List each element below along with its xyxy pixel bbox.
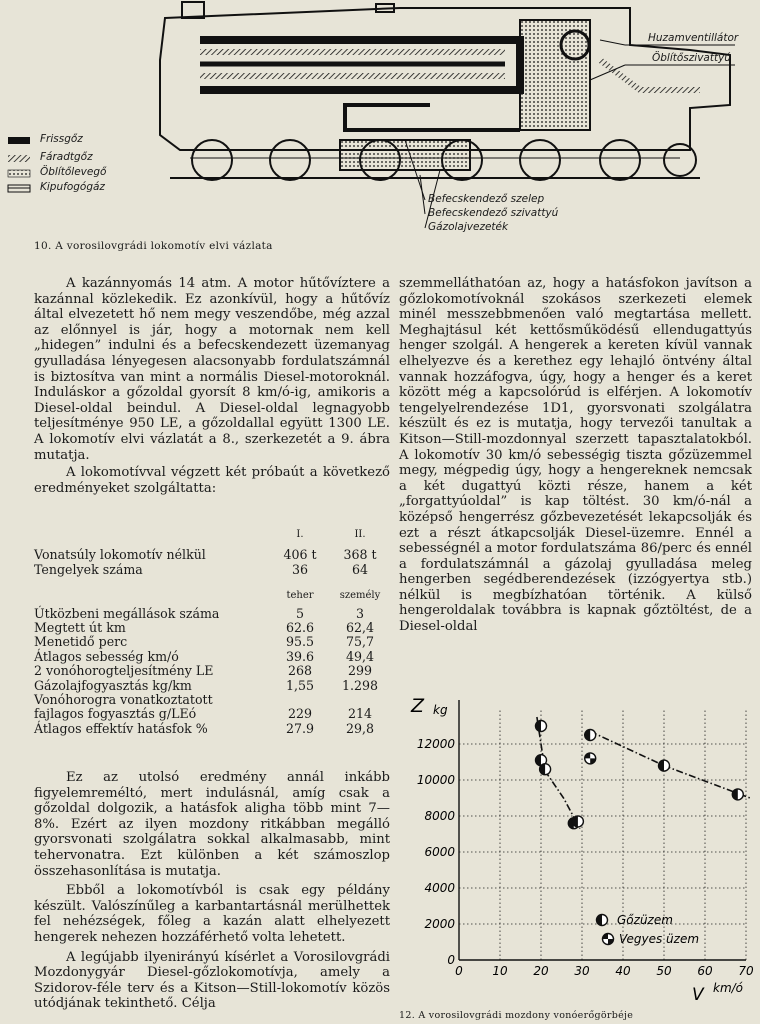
table-row: Átlagos effektív hatásfok % 27.9 29,8 bbox=[34, 720, 375, 736]
legend-label-gozuzem: Gőzüzem bbox=[617, 913, 673, 927]
subheader-szemely: személy bbox=[339, 590, 381, 602]
paragraph-5: A legújabb ilyenirányú kísérlet a Vorosilovgrádi Mozdonygyár Diesel-gőzlokomotívja, amely a Szidorov-féle terv és a Kitson—Still-lokomotív közös utódjának tekinthető. Célja bbox=[34, 949, 390, 1012]
col-header-1: I. bbox=[296, 529, 304, 540]
y-tick-label: 12000 bbox=[416, 737, 455, 751]
data-point-gozuzem bbox=[572, 816, 583, 827]
label-befecskendezo-szivattyu: Befecskendező szivattyú bbox=[428, 207, 559, 219]
x-tick-label: 0 bbox=[455, 964, 463, 978]
table-row: Gázolajfogyasztás kg/km 1,55 1.298 bbox=[34, 677, 379, 693]
table-row: Vonatsúly lokomotív nélkül 406 t 368 t bbox=[34, 547, 377, 563]
data-point-vegyes-uzem bbox=[585, 753, 596, 764]
left-column bbox=[34, 276, 390, 496]
table-row: Megtett út km 62.6 62,4 bbox=[34, 620, 375, 636]
x-tick-label: 70 bbox=[738, 964, 754, 978]
x-tick-label: 30 bbox=[574, 964, 590, 978]
x-tick-label: 10 bbox=[492, 964, 508, 978]
legend-marker-vegyes-uzem bbox=[603, 934, 614, 945]
y-tick-label: 4000 bbox=[424, 881, 455, 895]
x-tick-label: 50 bbox=[656, 964, 672, 978]
y-axis-label-z: Z bbox=[411, 695, 425, 717]
legend-label-kipufogogaz: Kipufogógáz bbox=[40, 181, 105, 193]
table-row: 2 vonóhorogteljesítmény LE 268 299 bbox=[34, 663, 373, 679]
legend-label-frissgoz: Frissgőz bbox=[40, 133, 83, 145]
table-row: Tengelyek száma 36 64 bbox=[34, 561, 369, 577]
data-point-gozuzem bbox=[659, 760, 670, 771]
table-row: Útközbeni megállások száma 5 3 bbox=[34, 605, 364, 621]
label-befecskendezo-szelep: Befecskendező szelep bbox=[428, 193, 545, 205]
x-tick-label: 40 bbox=[615, 964, 631, 978]
y-tick-label: 6000 bbox=[424, 845, 455, 859]
paragraph-3: Ez az utolsó eredmény annál inkább figyelemreméltó, mert indulásnál, amíg csak a gőzoldal dolgozik, a hatásfok aligha több mint 7—8%. Ezért az ilyen mozdony ritkábban megálló gyorsvonati szolgálatra sokkal alkalmasabb, mint tehervonatra. Ezt különben a két számoszlop összehasonlítása is mutatja. bbox=[34, 770, 390, 879]
legend-label-faradtgoz: Fáradtgőz bbox=[40, 151, 93, 163]
curve-line bbox=[590, 731, 750, 798]
y-tick-label: 2000 bbox=[424, 917, 455, 931]
table-row: Átlagos sebesség km/ó 39.6 49,4 bbox=[34, 648, 375, 664]
chart-ticks bbox=[417, 737, 754, 978]
paragraph-4: Ebből a lokomotívból is csak egy példány készült. Valószínűleg a karbantartásnál merülhettek fel nehézségek, főleg a kazán alatt elhelyezett hengerek nehezen hozzáférhető volta lehetett. bbox=[34, 883, 390, 945]
label-oblitoszivattyu: Öblítőszivattyú bbox=[652, 52, 731, 64]
legend-marker-gozuzem bbox=[597, 915, 608, 926]
y-tick-label: 0 bbox=[447, 953, 455, 967]
x-axis-label-unit: km/ó bbox=[713, 981, 744, 995]
chart-lines bbox=[537, 717, 750, 829]
col-header-2: II. bbox=[354, 529, 366, 540]
y-axis-label-kg: kg bbox=[433, 703, 448, 717]
figure-10-caption: 10. A vorosilovgrádi lokomotív elvi vázlata bbox=[34, 240, 273, 252]
legend-label-vegyes-uzem: Vegyes üzem bbox=[619, 932, 700, 946]
paragraph-1: A kazánnyomás 14 atm. A motor hűtővíztere a kazánnal közlekedik. Ez azonkívül, hogy a hűtővíz által elvezetett hő nem megy veszendőbe, még azzal az előnnyel is jár, hogy a motornak nem kell „hidegen” indulni és a befecskendezett üzemanyag gyulladása lényegesen alacsonyabb fordulatszámnál is biztosítva van mint a normális Diesel-motoroknál. Induláskor a gőzoldal gyorsít 8 km/ó-ig, amikoris a Diesel-oldal beindul. A Diesel-oldal legnagyobb teljesítménye 950 LE, a gőzoldallal együtt 1300 LE. A lokomotív elvi vázlatát a 8., szerkezetét a 9. ábra mutatja. bbox=[34, 276, 390, 463]
x-axis-label-v: V bbox=[692, 985, 704, 1005]
results-table bbox=[34, 528, 390, 736]
data-point-gozuzem bbox=[585, 730, 596, 741]
paragraph-right-1: szemmelláthatóan az, hogy a hatásfokon javítson a gőzlokomotívoknál szokásos szerkezeti elemek minél messzebbmenően való megtartása mellett. Meghajtásul két kettősműködésű ellendugattyús henger szolgál. A hengerek a kereten kívül vannak elhelyezve és a kerethez egy lehajló öntvény által vannak hozzáfogva, úgy, hogy a henger és a keret között még a kapcsolórúd is elférjen. A lokomotív tengelyelrendezése 1D1, gyorsvonati szolgálatra készült és ez is mutatja, hogy tervezői tanultak a Kitson—Still-mozdonnyal szerzett tapasztalatokból. A lokomotív 30 km/ó sebességig tiszta gőzüzemmel megy, mégpedig úgy, hogy a hengereknek nemcsak a két dugattyú közti része, hanem a két „forgattyúoldal” is kap töltést. 30 km/ó-nál a középső hengerrész gőzbevezetését lekapcsolják és ezt a részt átkapcsolják Diesel-üzemre. Ennél a sebességnél a motor fordulatszáma 86/perc és ennél a fordulatszámnál a gázolaj gyulladása meleg hengerben segédberendezések (izzógyertya stb.) nélkül is megbízhatóan történik. A külső hengeroldalak továbbra is kapnak gőztöltést, de a Diesel-oldal bbox=[399, 276, 752, 635]
locomotive-schematic bbox=[0, 0, 760, 235]
label-huzamventillator: Huzamventillátor bbox=[648, 32, 739, 44]
figure-12-caption: 12. A vorosilovgrádi mozdony vonóerőgörbéje bbox=[399, 1010, 634, 1021]
y-tick-label: 8000 bbox=[424, 809, 455, 823]
table-row: Menetidő perc 95.5 75,7 bbox=[34, 634, 375, 650]
label-gazolajvezetek: Gázolajvezeték bbox=[428, 221, 509, 233]
left-column-lower bbox=[34, 770, 390, 1012]
data-point-gozuzem bbox=[540, 764, 551, 775]
table-row: Vonóhorogra vonatkoztatott fajlagos fogyasztás g/LEó 229 214 bbox=[34, 692, 373, 722]
right-column bbox=[399, 276, 752, 635]
data-point-gozuzem bbox=[536, 721, 547, 732]
x-tick-label: 20 bbox=[533, 964, 549, 978]
legend-label-oblitolevego: Öblítőlevegő bbox=[40, 166, 107, 178]
y-tick-label: 10000 bbox=[416, 773, 455, 787]
x-tick-label: 60 bbox=[697, 964, 713, 978]
data-point-gozuzem bbox=[732, 789, 743, 800]
traction-chart bbox=[399, 680, 760, 1010]
chart-points bbox=[536, 721, 744, 829]
paragraph-2: A lokomotívval végzett két próbaút a következő eredményeket szolgáltatta: bbox=[34, 465, 390, 496]
subheader-teher: teher bbox=[286, 590, 314, 602]
